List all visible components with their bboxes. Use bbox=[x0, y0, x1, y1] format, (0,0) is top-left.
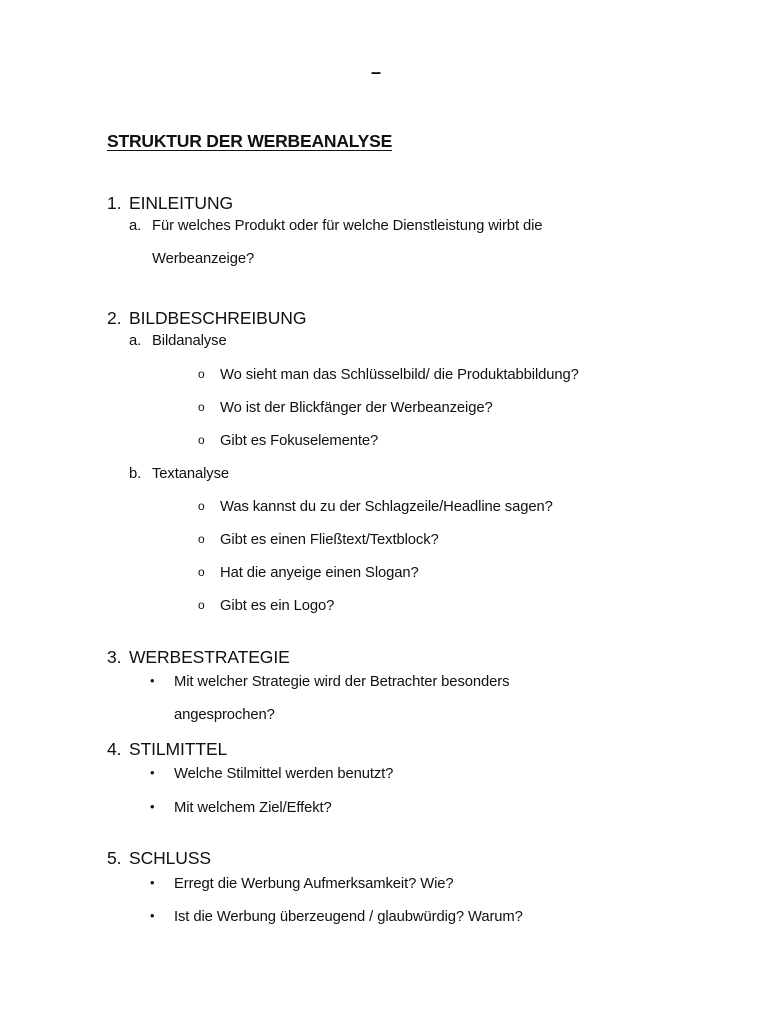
list-item bbox=[198, 532, 439, 548]
item-text: Hat die anyeige einen Slogan? bbox=[220, 565, 419, 581]
section-number: 3. bbox=[107, 647, 122, 667]
hollow-bullet-icon: o bbox=[198, 367, 205, 381]
document-title: STRUKTUR DER WERBEANALYSE bbox=[107, 131, 393, 151]
item-text: Was kannst du zu der Schlagzeile/Headline sagen? bbox=[220, 499, 553, 515]
list-item-continuation: angesprochen? bbox=[174, 707, 275, 723]
item-text: Ist die Werbung überzeugend / glaubwürdig? Warum? bbox=[174, 909, 523, 925]
list-item bbox=[198, 400, 493, 416]
item-text: Welche Stilmittel werden benutzt? bbox=[174, 766, 394, 782]
item-text: Gibt es ein Logo? bbox=[220, 598, 335, 614]
section-number: 2. bbox=[107, 308, 122, 328]
list-item bbox=[129, 218, 542, 234]
list-item bbox=[150, 674, 509, 690]
item-marker: a. bbox=[129, 218, 142, 234]
item-text: Bildanalyse bbox=[152, 333, 227, 349]
section-heading-einleitung bbox=[107, 193, 233, 214]
hollow-bullet-icon: o bbox=[198, 499, 205, 513]
list-item bbox=[198, 433, 378, 449]
section-number: 5. bbox=[107, 848, 122, 868]
section-heading-werbestrategie bbox=[107, 647, 290, 668]
item-text: Gibt es Fokuselemente? bbox=[220, 433, 379, 449]
list-item bbox=[198, 499, 553, 515]
list-item bbox=[150, 876, 454, 892]
section-title: BILDBESCHREIBUNG bbox=[129, 308, 307, 328]
section-heading-bildbeschreibung bbox=[107, 308, 306, 329]
item-text: Wo sieht man das Schlüsselbild/ die Produktabbildung? bbox=[220, 367, 579, 383]
section-number: 1. bbox=[107, 193, 122, 213]
list-item-continuation: Werbeanzeige? bbox=[152, 251, 255, 267]
item-text: Gibt es einen Fließtext/Textblock? bbox=[220, 532, 439, 548]
hollow-bullet-icon: o bbox=[198, 532, 205, 546]
section-title: EINLEITUNG bbox=[129, 193, 234, 213]
hollow-bullet-icon: o bbox=[198, 433, 205, 447]
list-item-bildanalyse bbox=[129, 333, 227, 349]
section-heading-stilmittel bbox=[107, 739, 227, 760]
item-marker: a. bbox=[129, 333, 142, 349]
list-item bbox=[150, 766, 393, 782]
list-item bbox=[150, 800, 332, 816]
section-title: WERBESTRATEGIE bbox=[129, 647, 290, 667]
filled-bullet-icon: • bbox=[150, 673, 155, 688]
section-number: 4. bbox=[107, 739, 122, 759]
item-text: Mit welchem Ziel/Effekt? bbox=[174, 800, 332, 816]
section-heading-schluss bbox=[107, 848, 211, 869]
list-item bbox=[198, 598, 334, 614]
item-text: Mit welcher Strategie wird der Betrachter besonders bbox=[174, 674, 510, 690]
item-marker: b. bbox=[129, 466, 142, 482]
filled-bullet-icon: • bbox=[150, 908, 155, 923]
header-dash: – bbox=[371, 62, 382, 82]
section-title: STILMITTEL bbox=[129, 739, 228, 759]
item-text: Textanalyse bbox=[152, 466, 230, 482]
hollow-bullet-icon: o bbox=[198, 598, 205, 612]
filled-bullet-icon: • bbox=[150, 875, 155, 890]
item-text: Wo ist der Blickfänger der Werbeanzeige? bbox=[220, 400, 493, 416]
filled-bullet-icon: • bbox=[150, 765, 155, 780]
filled-bullet-icon: • bbox=[150, 799, 155, 814]
list-item bbox=[198, 367, 579, 383]
hollow-bullet-icon: o bbox=[198, 400, 205, 414]
list-item bbox=[150, 909, 523, 925]
hollow-bullet-icon: o bbox=[198, 565, 205, 579]
item-text: Erregt die Werbung Aufmerksamkeit? Wie? bbox=[174, 876, 454, 892]
list-item bbox=[198, 565, 419, 581]
section-title: SCHLUSS bbox=[129, 848, 211, 868]
list-item-textanalyse bbox=[129, 466, 229, 482]
item-text: Für welches Produkt oder für welche Dienstleistung wirbt die bbox=[152, 218, 543, 234]
